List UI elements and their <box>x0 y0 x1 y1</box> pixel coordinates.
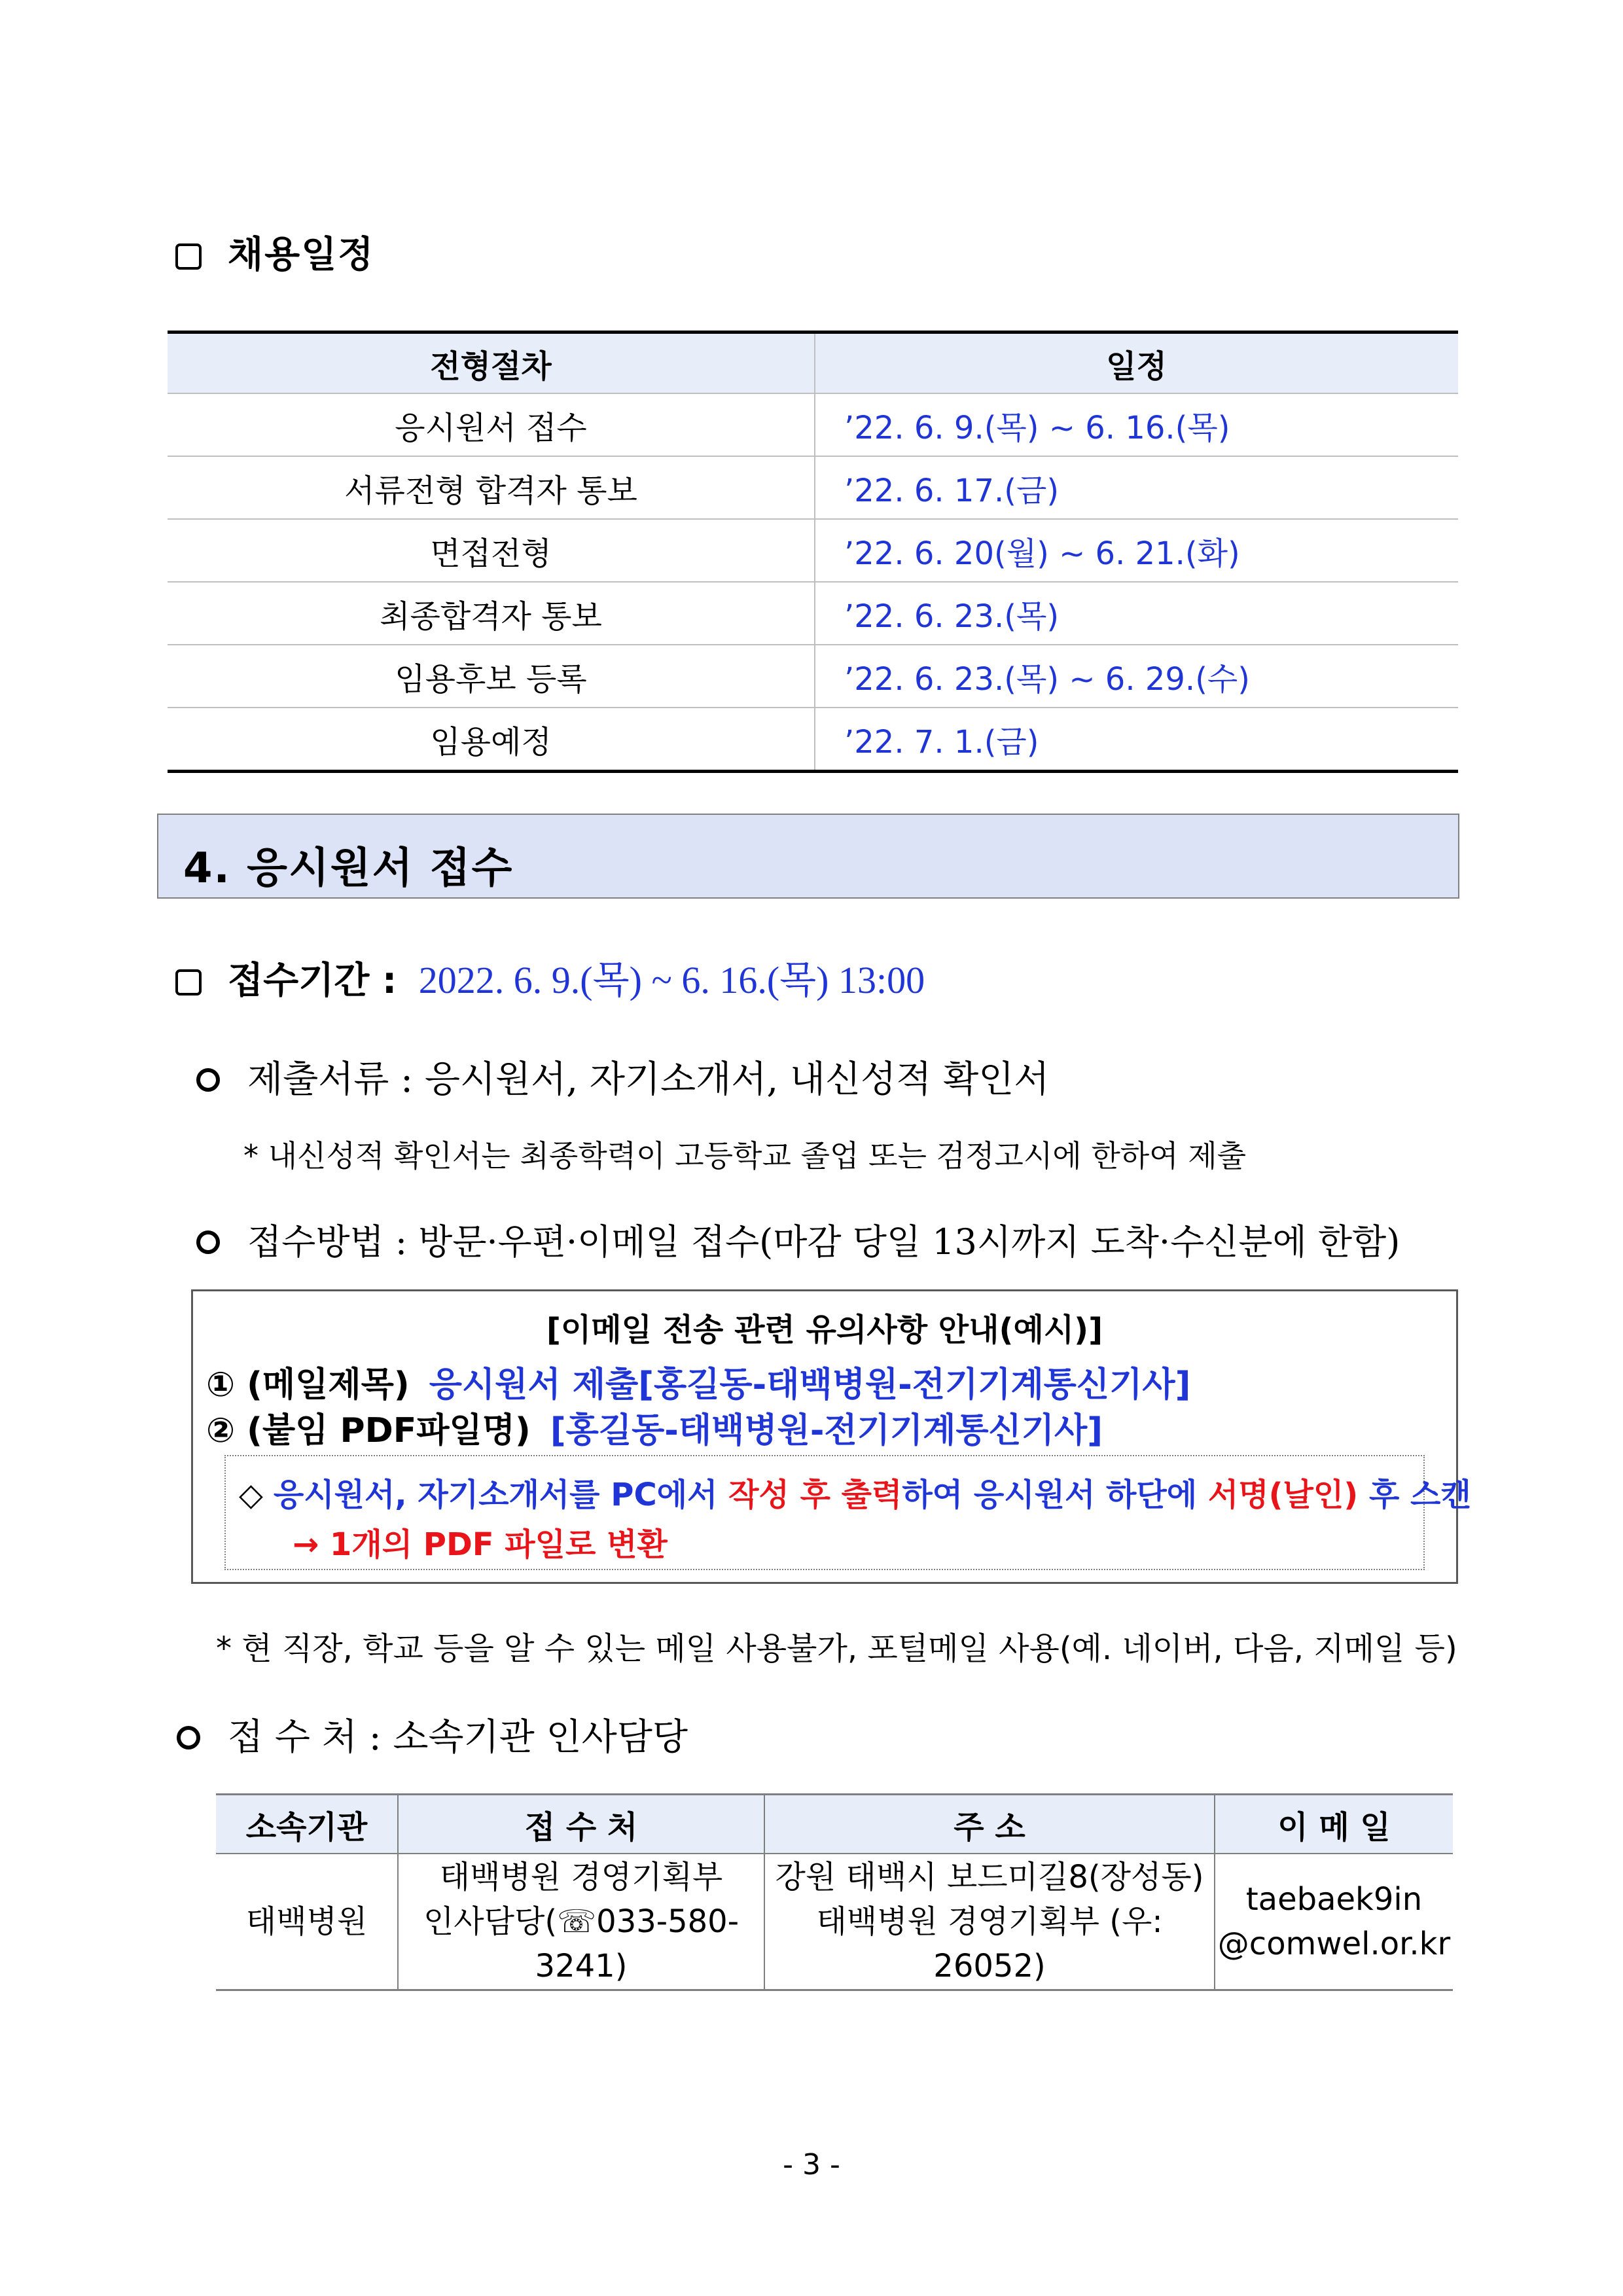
header-procedure: 전형절차 <box>168 332 815 394</box>
office-cell <box>398 1854 764 1990</box>
header-address: 주 소 <box>764 1795 1215 1854</box>
table-row <box>168 708 1458 772</box>
checkbox-square-icon <box>175 969 202 996</box>
date-cell: ’22. 6. 17.(금) <box>815 456 1458 519</box>
procedure-cell: 임용후보 등록 <box>168 645 815 708</box>
table-row <box>168 393 1458 456</box>
period-value: 2022. 6. 9.(목) ~ 6. 16.(목) 13:00 <box>418 959 925 1001</box>
address-cell <box>764 1854 1215 1990</box>
email-cell <box>1215 1854 1453 1990</box>
receiver-line <box>177 1708 688 1761</box>
table-row <box>168 645 1458 708</box>
notice-inner-box <box>224 1455 1471 1570</box>
header-office: 접 수 처 <box>398 1795 764 1854</box>
notice-title: [이메일 전송 관련 유의사항 안내(예시)] <box>546 1312 1103 1348</box>
notice-inner-part3: 하여 응시원서 하단에 <box>902 1477 1198 1513</box>
date-cell: ’22. 7. 1.(금) <box>815 708 1458 772</box>
notice-inner-part1: 응시원서, 자기소개서를 PC에서 <box>273 1477 718 1513</box>
table-header-row <box>168 332 1458 394</box>
date-cell: ’22. 6. 9.(목) ~ 6. 16.(목) <box>815 393 1458 456</box>
notice-inner-part5: 후 스캔 <box>1368 1477 1471 1513</box>
notice-inner-line-2: → 1개의 PDF 파일로 변환 <box>293 1526 668 1563</box>
period-line <box>175 949 925 1004</box>
period-label: 접수기간 : <box>228 960 397 1002</box>
circle-bullet-icon <box>196 1230 220 1254</box>
table-row <box>168 582 1458 645</box>
notice-line-2 <box>206 1403 1103 1452</box>
schedule-heading <box>175 226 374 278</box>
procedure-cell: 면접전형 <box>168 519 815 582</box>
section-4-title: 4. 응시원서 접수 <box>183 844 514 893</box>
table-header-row <box>216 1795 1453 1854</box>
notice-line-1-prefix: ① (메일제목) <box>206 1365 410 1405</box>
table-row <box>168 519 1458 582</box>
procedure-cell: 응시원서 접수 <box>168 393 815 456</box>
notice-line-1-value: 응시원서 제출[홍길동-태백병원-전기기계통신기사] <box>429 1365 1191 1405</box>
notice-line-2-prefix: ② (붙임 PDF파일명) <box>206 1411 531 1450</box>
date-cell: ’22. 6. 20(월) ~ 6. 21.(화) <box>815 519 1458 582</box>
circle-bullet-icon <box>196 1068 220 1092</box>
header-date: 일정 <box>815 332 1458 394</box>
notice-inner-part2: 작성 후 출력 <box>728 1477 902 1513</box>
documents-line <box>196 1050 1049 1103</box>
date-cell: ’22. 6. 23.(목) ~ 6. 29.(수) <box>815 645 1458 708</box>
header-email: 이 메 일 <box>1215 1795 1453 1854</box>
notice-line-1 <box>206 1357 1190 1406</box>
office-line-2: 인사담당(☏033-580-3241) <box>423 1903 740 1984</box>
notice-line-2-value: [홍길동-태백병원-전기기계통신기사] <box>550 1411 1103 1450</box>
office-line-1: 태백병원 경영기획부 <box>439 1859 723 1895</box>
method-text: 접수방법 : 방문·우편·이메일 접수(마감 당일 13시까지 도착·수신분에 한함) <box>247 1221 1400 1263</box>
checkbox-square-icon <box>175 243 202 270</box>
address-line-1: 강원 태백시 보드미길8(장성동) <box>775 1859 1204 1895</box>
email-usage-note: * 현 직장, 학교 등을 알 수 있는 메일 사용불가, 포털메일 사용(예. 네이버, 다음, 지메일 등) <box>216 1630 1457 1667</box>
procedure-cell: 임용예정 <box>168 708 815 772</box>
address-line-2: 태백병원 경영기획부 (우: 26052) <box>816 1903 1163 1984</box>
schedule-title: 채용일정 <box>228 234 375 276</box>
email-line-1: taebaek9in <box>1245 1881 1423 1918</box>
method-line <box>196 1214 1400 1265</box>
date-cell: ’22. 6. 23.(목) <box>815 582 1458 645</box>
documents-note: * 내신성적 확인서는 최종학력이 고등학교 졸업 또는 검정고시에 한하여 제출 <box>243 1138 1247 1174</box>
documents-text: 제출서류 : 응시원서, 자기소개서, 내신성적 확인서 <box>247 1058 1050 1101</box>
page-number: - 3 - <box>783 2148 840 2181</box>
email-line-2: @comwel.or.kr <box>1217 1926 1451 1962</box>
procedure-cell: 최종합격자 통보 <box>168 582 815 645</box>
contact-table <box>216 1793 1453 1991</box>
table-row <box>168 456 1458 519</box>
notice-inner-line-1 <box>239 1469 1471 1515</box>
org-cell: 태백병원 <box>216 1854 398 1990</box>
diamond-icon: ◇ <box>239 1477 263 1513</box>
header-org: 소속기관 <box>216 1795 398 1854</box>
circle-bullet-icon <box>177 1726 200 1749</box>
schedule-table <box>168 331 1458 773</box>
table-row <box>216 1854 1453 1990</box>
notice-inner-part4: 서명(날인) <box>1207 1477 1359 1513</box>
email-notice-box <box>191 1289 1471 1584</box>
section-4-banner <box>157 814 1459 899</box>
receiver-text: 접 수 처 : 소속기관 인사담당 <box>228 1716 688 1759</box>
procedure-cell: 서류전형 합격자 통보 <box>168 456 815 519</box>
